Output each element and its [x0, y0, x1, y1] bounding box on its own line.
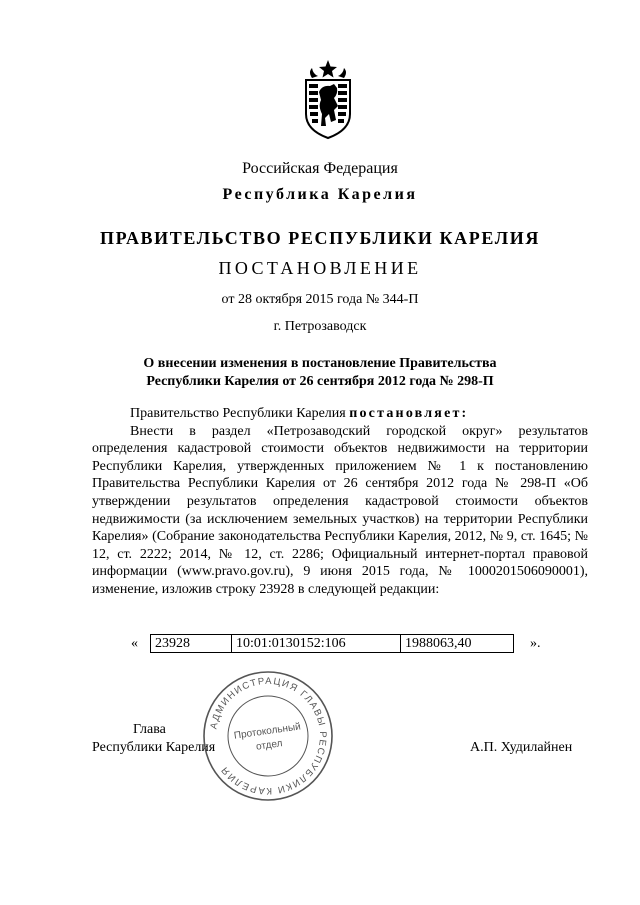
official-stamp-icon: [200, 668, 336, 804]
row-open-quote: «: [131, 636, 138, 651]
table-row: [151, 635, 514, 653]
document-date-number: от 28 октября 2015 года № 344-П: [221, 292, 419, 307]
stamp-center-line-2: отдел: [255, 738, 284, 753]
title-line-1: О внесении изменения в постановление Правительства: [143, 356, 497, 371]
row-close-quote: ».: [530, 636, 541, 651]
document-title: [100, 355, 540, 391]
coat-of-arms-icon: [300, 58, 356, 140]
signature-name: А.П. Худилайнен: [470, 740, 573, 755]
document-body: [92, 405, 588, 599]
title-line-2: Республики Карелия от 26 сентября 2012 года № 298-П: [146, 374, 494, 389]
government-heading: ПРАВИТЕЛЬСТВО РЕСПУБЛИКИ КАРЕЛИЯ: [100, 228, 540, 248]
body-p1-decrees: постановляет:: [349, 406, 469, 421]
signature-head: Глава: [133, 722, 166, 737]
row-number-cell: 23928: [151, 635, 232, 653]
signature-title: Республики Карелия: [92, 740, 216, 755]
cadastral-value-cell: 1988063,40: [401, 635, 514, 653]
document-type: ПОСТАНОВЛЕНИЕ: [218, 258, 422, 278]
cadastral-row-table: [150, 634, 514, 653]
country-name: Российская Федерация: [242, 160, 398, 177]
republic-name: Республика Карелия: [222, 186, 418, 203]
document-city: г. Петрозаводск: [273, 319, 367, 334]
body-paragraph-1: [92, 405, 588, 423]
stamp-center-line-1: Протокольный: [233, 721, 302, 742]
stamp-ring-text: АДМИНИСТРАЦИЯ ГЛАВЫ РЕСПУБЛИКИ КАРЕЛИЯ: [208, 675, 329, 797]
body-paragraph-2: Внести в раздел «Петрозаводский городской округ» результатов определения кадастровой стоимости объектов недвижимости на территории Республики Карелия, утвержденных приложением № 1 к постановлению Правительства Республики Карелия от 26 сентября 2012 года № 298-П «Об утверждении результатов определения кадастровой стоимости объектов недвижимости (за исключением земельных участков) на территории Республики Карелия» (Собрание законодательства Республики Карелия, 2012, № 9, ст. 1645; № 12, ст. 2222; 2014, № 12, ст. 2286; Официальный интернет-портал правовой информации (www.pravo.gov.ru), 9 июня 2015 года, № 1000201506090001), изменение, изложив строку 23928 в следующей редакции:: [92, 423, 588, 597]
cadastral-number-cell: 10:01:0130152:106: [232, 635, 401, 653]
body-p1-prefix: Правительство Республики Карелия: [130, 406, 350, 421]
